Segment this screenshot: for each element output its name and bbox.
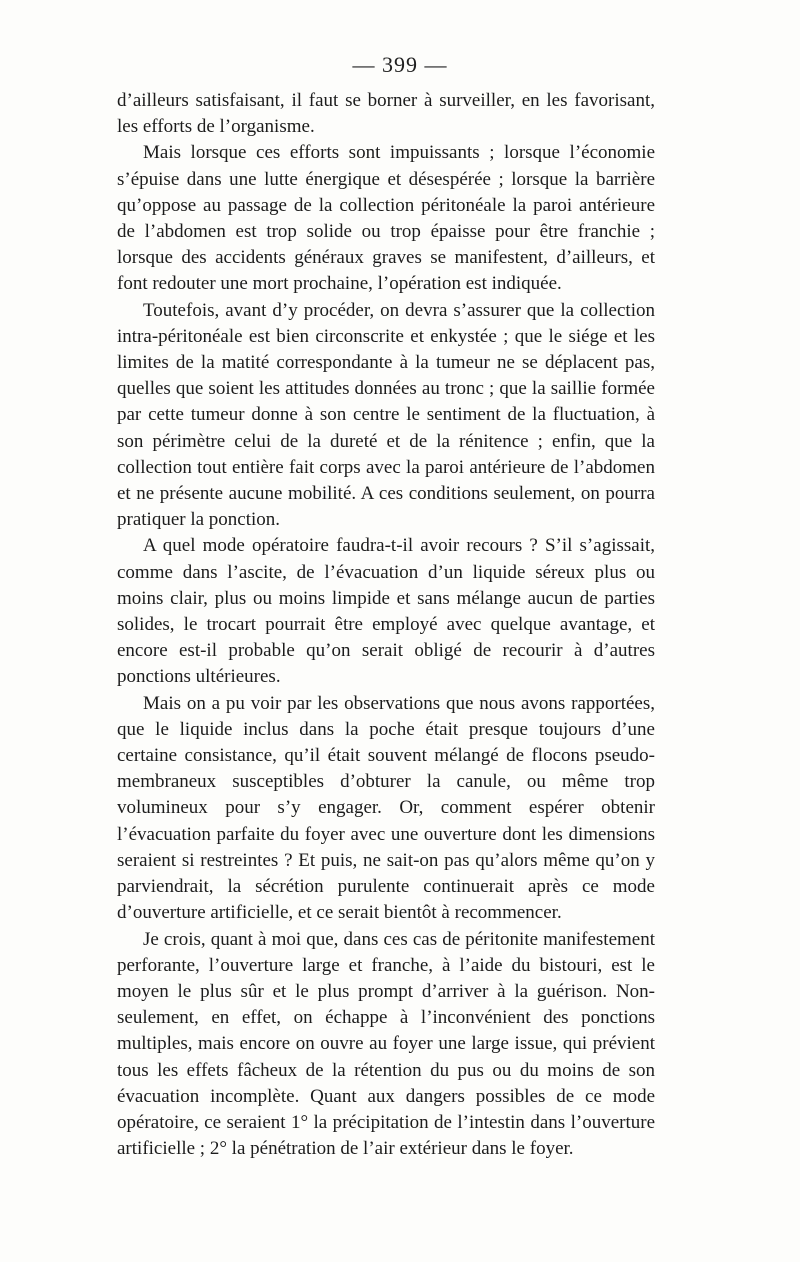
- paragraph: Mais lorsque ces efforts sont impuissants ; lorsque l’économie s’épuise dans une lutte énergique et désespérée ; lorsque la barrière qu’oppose au passage de la collection péritonéale la paroi antérieure de l’abdomen est trop solide ou trop épaisse pour être franchie ; lorsque des accidents généraux graves se manifestent, d’ailleurs, et font redouter une mort prochaine, l’opération est indiquée.: [117, 142, 655, 295]
- paragraph: Je crois, quant à moi que, dans ces cas de péritonite manifestement perforante, l’ouverture large et franche, à l’aide du bistouri, est le moyen le plus sûr et le plus prompt d’arriver à la guérison. Non-seulement, en effet, on échappe à l’inconvénient des ponctions multiples, mais encore on ouvre au foyer une large issue, qui prévient tous les effets fâcheux de la rétention du pus ou du moins de son évacuation incomplète. Quant aux dangers possibles de ce mode opératoire, ce seraient 1° la précipitation de l’intestin dans l’ouverture artificielle ; 2° la pénétration de l’air extérieur dans le foyer.: [117, 928, 655, 1160]
- page-number: — 399 —: [352, 52, 448, 77]
- paragraph: Toutefois, avant d’y procéder, on devra s’assurer que la collection intra-péritonéale est bien circonscrite et enkystée ; que le siége et les limites de la matité correspondante à la tumeur ne se déplacent pas, quelles que soient les attitudes données au tronc ; que la saillie formée par cette tumeur donne à son centre le sentiment de la fluctuation, à son périmètre celui de la dureté et de la rénitence ; enfin, que la collection tout entière fait corps avec la paroi antérieure de l’abdomen et ne présente aucune mobilité. A ces conditions seulement, on pourra pratiquer la ponction.: [117, 299, 655, 531]
- paragraph: d’ailleurs satisfaisant, il faut se borner à surveiller, en les favorisant, les efforts de l’organisme.: [117, 90, 655, 138]
- paragraph: Mais on a pu voir par les observations que nous avons rapportées, que le liquide inclus dans la poche était presque toujours d’une certaine consistance, qu’il était souvent mélangé de flocons pseudo-membraneux susceptibles d’obturer la canule, ou même trop volumineux pour s’y engager. Or, comment espérer obtenir l’évacuation parfaite du foyer avec une ouverture dont les dimensions seraient si restreintes ? Et puis, ne sait-on pas qu’alors même qu’on y parviendrait, la sécrétion purulente continuerait après ce mode d’ouverture artificielle, et ce serait bientôt à recommencer.: [117, 692, 655, 924]
- paragraph: A quel mode opératoire faudra-t-il avoir recours ? S’il s’agissait, comme dans l’ascite, de l’évacuation d’un liquide séreux plus ou moins clair, plus ou moins limpide et sans mélange aucun de parties solides, le trocart pourrait être employé avec quelque avantage, et encore est-il probable qu’on serait obligé de recourir à d’autres ponctions ultérieures.: [117, 535, 655, 688]
- body-text: [117, 88, 655, 1162]
